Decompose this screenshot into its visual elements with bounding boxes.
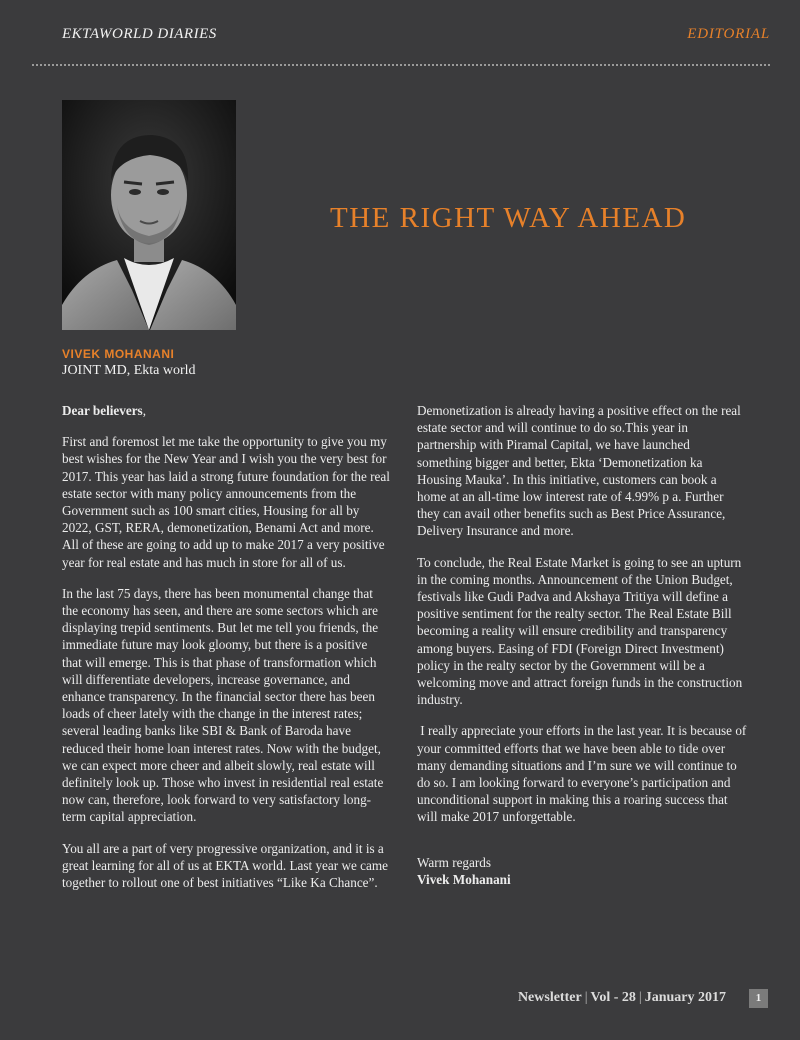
signature-name: Vivek Mohanani (417, 871, 511, 887)
paragraph: Demonetization is already having a positive effect on the real estate sector and will continue to do so.This year in partnership with Piramal Capital, we have launched something bigger and better, Ekta ‘Demonetization ka Housing Mauka’. In this initiative, customers can book a home at an all-time low interest rate of 4.99% p a. Further they can avail other benefits such as Best Price Assurance, Delivery Insurance and more. (417, 403, 741, 539)
author-name: VIVEK MOHANANI (62, 347, 175, 361)
salutation (62, 402, 390, 419)
newsletter-label: Newsletter (517, 990, 582, 1005)
volume-label: Vol - 28 (590, 990, 636, 1005)
salutation-punctuation: , (142, 403, 146, 418)
dotted-divider (32, 64, 770, 66)
section-label: EDITORIAL (687, 26, 770, 42)
page-number: 1 (749, 989, 768, 1008)
paragraph: To conclude, the Real Estate Market is going to see an upturn in the coming months. Announcement of the Union Budget, festivals like Gudi Padva and Akshaya Tritiya will define a positive sentiment for the realty sector. The Real Estate Bill becoming a reality will ensure credibility and transparency among buyers. Easing of FDI (Foreign Direct Investment) policy in the realty sector by the Government will be a welcoming move and attract foreign funds in the construction industry. (417, 554, 743, 708)
paragraph: I really appreciate your efforts in the last year. It is because of your committed efforts that we have been able to tide over many demanding situations and I’m sure we will continue to do so. I am looking forward to everyone’s participation and unconditional support in making this a roaring success that will make 2017 unforgettable. (417, 723, 750, 825)
article-column-left (62, 402, 390, 905)
paragraph: You all are a part of very progressive organization, and it is a great learning for all of us at EKTA world. Last year we came together to rollout one of best initiatives “Like Ka Chance”. (62, 840, 388, 891)
issue-date: January 2017 (644, 990, 726, 1005)
article-headline: THE RIGHT WAY AHEAD (330, 202, 687, 234)
signoff (417, 854, 747, 888)
closing-text: Warm regards (417, 854, 491, 870)
footer-info (518, 990, 726, 1006)
author-portrait (62, 100, 236, 330)
salutation-text: Dear believers (62, 403, 143, 418)
paragraph: First and foremost let me take the opportunity to give you my best wishes for the New Year and I wish you the very best for 2017. This year has laid a strong future foundation for the real estate sector with many policy announcements from the Government such as 100 smart cities, Housing for all by 2022, GST, RERA, demonetization, Benami Act and more. All of these are going to add up to make 2017 a very positive year for real estate and has much in store for all of us. (62, 434, 390, 570)
paragraph: In the last 75 days, there has been monumental change that the economy has seen, and there are some sectors which are displaying trepid sentiments. But let me tell you friends, the immediate future may look gloomy, but there is a positive that will emerge. This is that phase of transformation which will differentiate developers, increase governance, and enhance transparency. In the financial sector there has been loads of cheer lately with the change in the interest rates; several leading banks like SBI & Bank of Baroda have reduced their home loan interest rates. Now with the budget, we can expect more cheer and albeit slowly, real estate will definitely look up. Those who invest in residential real estate now can, therefore, look forward to very satisfactory long-term capital appreciation. (62, 585, 384, 825)
footer-separator: | (638, 990, 642, 1005)
footer-separator: | (584, 990, 588, 1005)
publication-title: EKTAWORLD DIARIES (62, 26, 217, 42)
author-title: JOINT MD, Ekta world (62, 363, 196, 378)
article-column-right (417, 402, 750, 888)
